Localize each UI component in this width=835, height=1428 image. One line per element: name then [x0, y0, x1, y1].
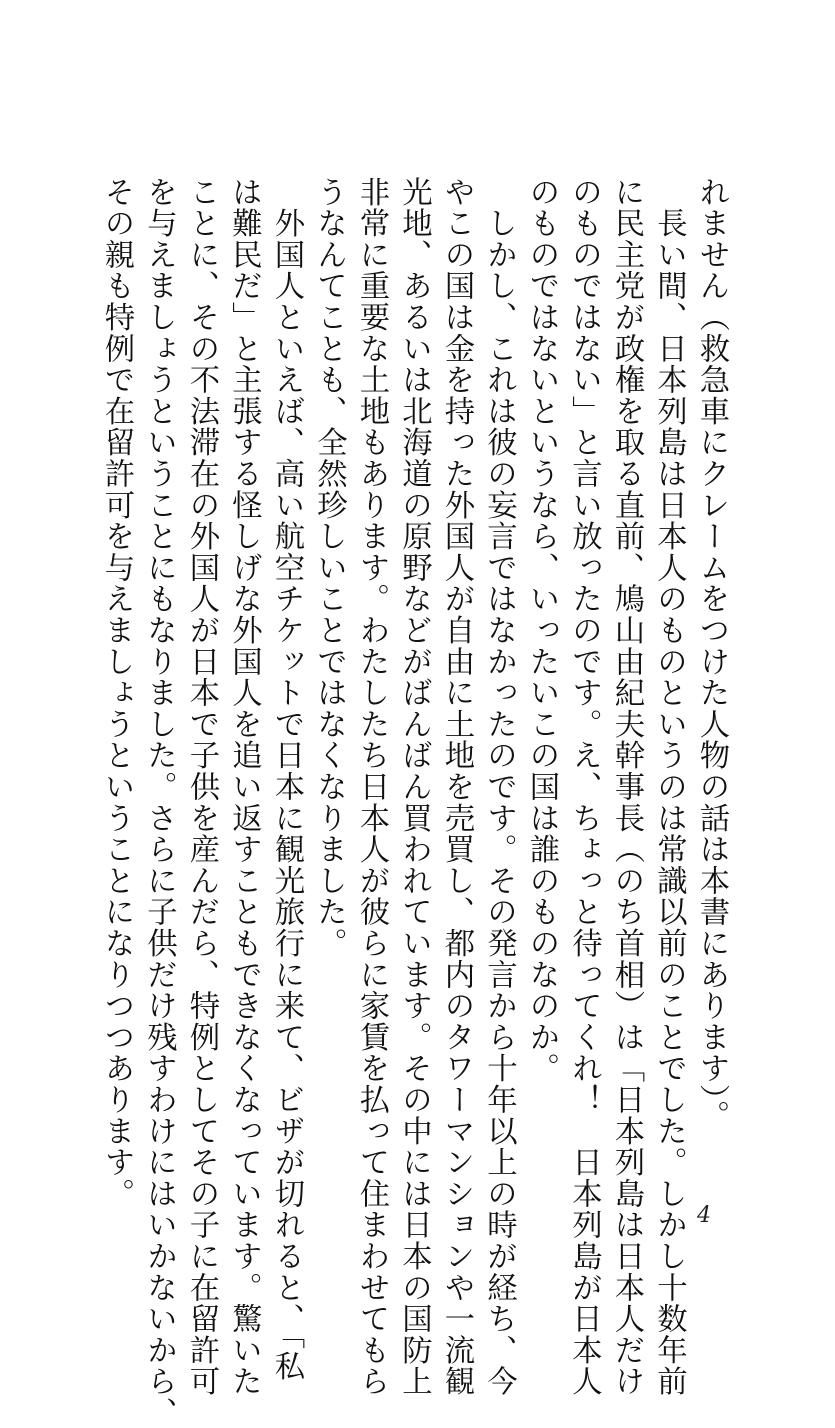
- text-line: うなんてことも、全然珍しいことではなくなりました。: [311, 176, 347, 959]
- text-line: 光地、あるいは北海道の原野などがばんばん買われています。その中には日本の国防上: [396, 176, 432, 1397]
- text-line: その親も特例で在留許可を与えましょうということになりつつあります。: [99, 176, 134, 1209]
- text-line: しかし、これは彼の妄言ではなかったのです。その発言から十年以上の時が経ち、今: [481, 176, 517, 1397]
- text-line: のものではないというなら、いったいこの国は誰のものなのか。: [524, 176, 559, 1084]
- text-line: は難民だ」と主張する怪しげな外国人を追い返すこともできなくなっています。驚いた: [226, 176, 262, 1397]
- text-line: やこの国は金を持った外国人が自由に土地を売買し、都内のタワーマンションや一流観: [439, 176, 474, 1397]
- text-line: 長い間、日本列島は日本人のものというのは常識以前のことでした。しかし十数年前: [651, 176, 687, 1397]
- page-number: 4: [697, 1203, 711, 1228]
- text-line: 非常に重要な土地もあります。わたしたち日本人が彼らに家賃を払って住まわせてもら: [354, 176, 389, 1397]
- vertical-body-text: [99, 176, 732, 1428]
- text-line: れません（救急車にクレームをつけた人物の話は本書にあります）。: [694, 176, 729, 1132]
- text-line: ことに、その不法滞在の外国人が日本で子供を産んだら、特例としてその子に在留許可: [184, 176, 219, 1397]
- text-line: 外国人といえば、高い航空チケットで日本に観光旅行に来て、ビザが切れると、「私: [269, 176, 304, 1382]
- text-line: を与えましょうということにもなりました。さらに子供だけ残すわけにはいかないから、: [141, 176, 177, 1428]
- text-line: に民主党が政権を取る直前、鳩山由紀夫幹事長（のち首相）は「日本列島は日本人だけ: [609, 176, 644, 1397]
- text-line: のものではない」と言い放ったのです。え、ちょっと待ってくれ！ 日本列島が日本人: [566, 176, 602, 1397]
